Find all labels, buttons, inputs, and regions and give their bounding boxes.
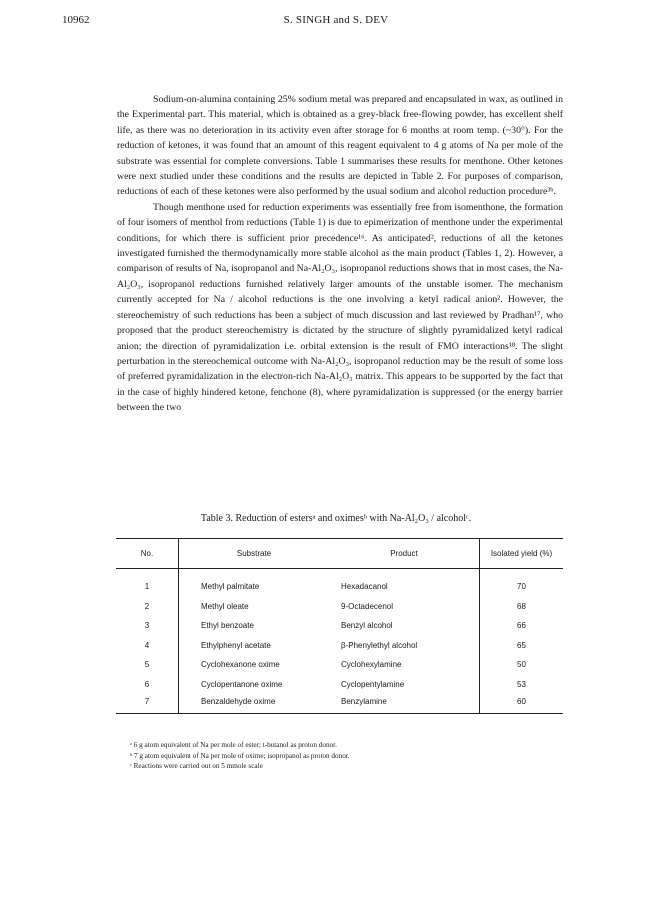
row-no: 5 [116,655,179,675]
running-head: S. SINGH and S. DEV [283,14,389,26]
header-product: Product [329,539,480,569]
row-substrate: Cyclopentanone oxime [201,679,283,689]
row-no: 2 [116,597,179,617]
footnote-c: ᶜ Reactions were carried out on 5 mmole scale [130,762,263,770]
row-product: Cyclopentylamine [341,679,405,689]
row-product: Hexadacanol [341,582,388,592]
table-row [116,694,563,714]
row-yield: 60 [480,694,564,714]
row-yield: 50 [480,655,564,675]
row-product: β-Phenylethyl alcohol [341,640,418,650]
body-text [117,92,563,416]
header-substrate: Substrate [179,539,330,569]
row-product: Benzylamine [329,694,480,714]
row-no: 1 [116,569,179,597]
row-yield: 70 [480,569,564,597]
table-header-row [116,539,563,569]
table-row [116,655,563,675]
footnote-b: ᵇ 7 g atom equivalent of Na per mole of oxime; isopropanol as proton donor. [130,751,350,760]
row-product: Cyclohexylamine [341,660,402,670]
table-row [116,616,563,636]
row-product: 9-Octadecenol [341,601,394,611]
table-caption: Table 3. Reduction of estersᵃ and oximesᵇ with Na-Al₂O₃ / alcoholᶜ. [200,513,472,524]
paragraph-1: Sodium-on-alumina containing 25% sodium metal was prepared and encapsulated in wax, as outlined in the Experimental part. This material, which is obtained as a grey-black free-flowing powder, has excellent shelf life, as there was no deterioration in its activity even after storage for 6 months at room temp. (~30°). For the reduction of ketones, it was found that an amount of this reagent equivalent to 4 g atoms of Na per mole of the substrate was essential for complete conversions. Table 1 summarises these results for menthone. Other ketones were next studied under these conditions and the results are depicted in Table 2. For purposes of comparison, reductions of each of these ketones were also performed by the usual sodium and alcohol reduction procedure³ᵇ. [117,94,563,198]
row-substrate: Methyl oleate [201,601,249,611]
row-substrate: Benzaldehyde oxime [179,694,330,714]
table-footnotes [130,740,570,772]
row-no: 3 [116,616,179,636]
header-yield: Isolated yield (%) [480,539,564,569]
header-no: No. [116,539,179,569]
table-row [116,569,563,597]
row-substrate: Methyl palmitate [201,582,260,592]
footnote-a: ᵃ 6 g atom equivalent of Na per mole of ester; t-butanol as proton donor. [130,741,337,749]
row-yield: 53 [480,675,564,695]
row-substrate: Ethylphenyl acetate [201,640,271,650]
page-number: 10962 [62,14,90,26]
row-yield: 68 [480,597,564,617]
row-no: 6 [116,675,179,695]
table-row [116,597,563,617]
paragraph-2: Though menthone used for reduction experiments was essentially free from isomenthone, the formation of four isomers of menthol from reductions (Table 1) is due to epimerization of menthone under the experimental conditions, for which there is sufficient prior precedence¹⁶. As anticipated², reductions of all the ketones investigated furnished the thermodynamically more stable alcohol as the main product (Tables 1, 2). However, a comparison of results of Na, isopropanol and Na-Al₂O₃, isopropanol reductions shows that in most cases, the Na-Al₂O₃, isopropanol reductions furnished relatively larger amounts of the unstable isomer. The mechanism currently accepted for Na / alcohol reductions is the one involving a ketyl radical anion². However, the stereochemistry of such reductions has been a subject of much discussion and last reviewed by Pradhan¹⁷, who proposed that the product stereochemistry is dictated by the structure of slightly pyramidalized ketyl radical anion; the direction of pyramidalization i.e. orbital extension is the result of FMO interactions¹⁸. The slight perturbation in the stereochemical outcome with Na-Al₂O₃, isopropanol reduction may be the result of some loss of preferred pyramidalization in the electron-rich Na-Al₂O₃ matrix. This appears to be supported by the fact that in the case of highly hindered ketone, fenchone (8), where pyramidalization is suppressed (or the energy barrier between the two [117,201,563,414]
row-no: 4 [116,636,179,656]
row-substrate: Cyclohexanone oxime [201,660,280,670]
row-yield: 66 [480,616,564,636]
table-row [116,675,563,695]
row-product: Benzyl alcohol [341,621,393,631]
page-header [0,14,672,34]
table-row [116,636,563,656]
row-substrate: Ethyl benzoate [201,621,254,631]
row-no: 7 [116,694,179,714]
row-yield: 65 [480,636,564,656]
results-table [116,538,563,714]
